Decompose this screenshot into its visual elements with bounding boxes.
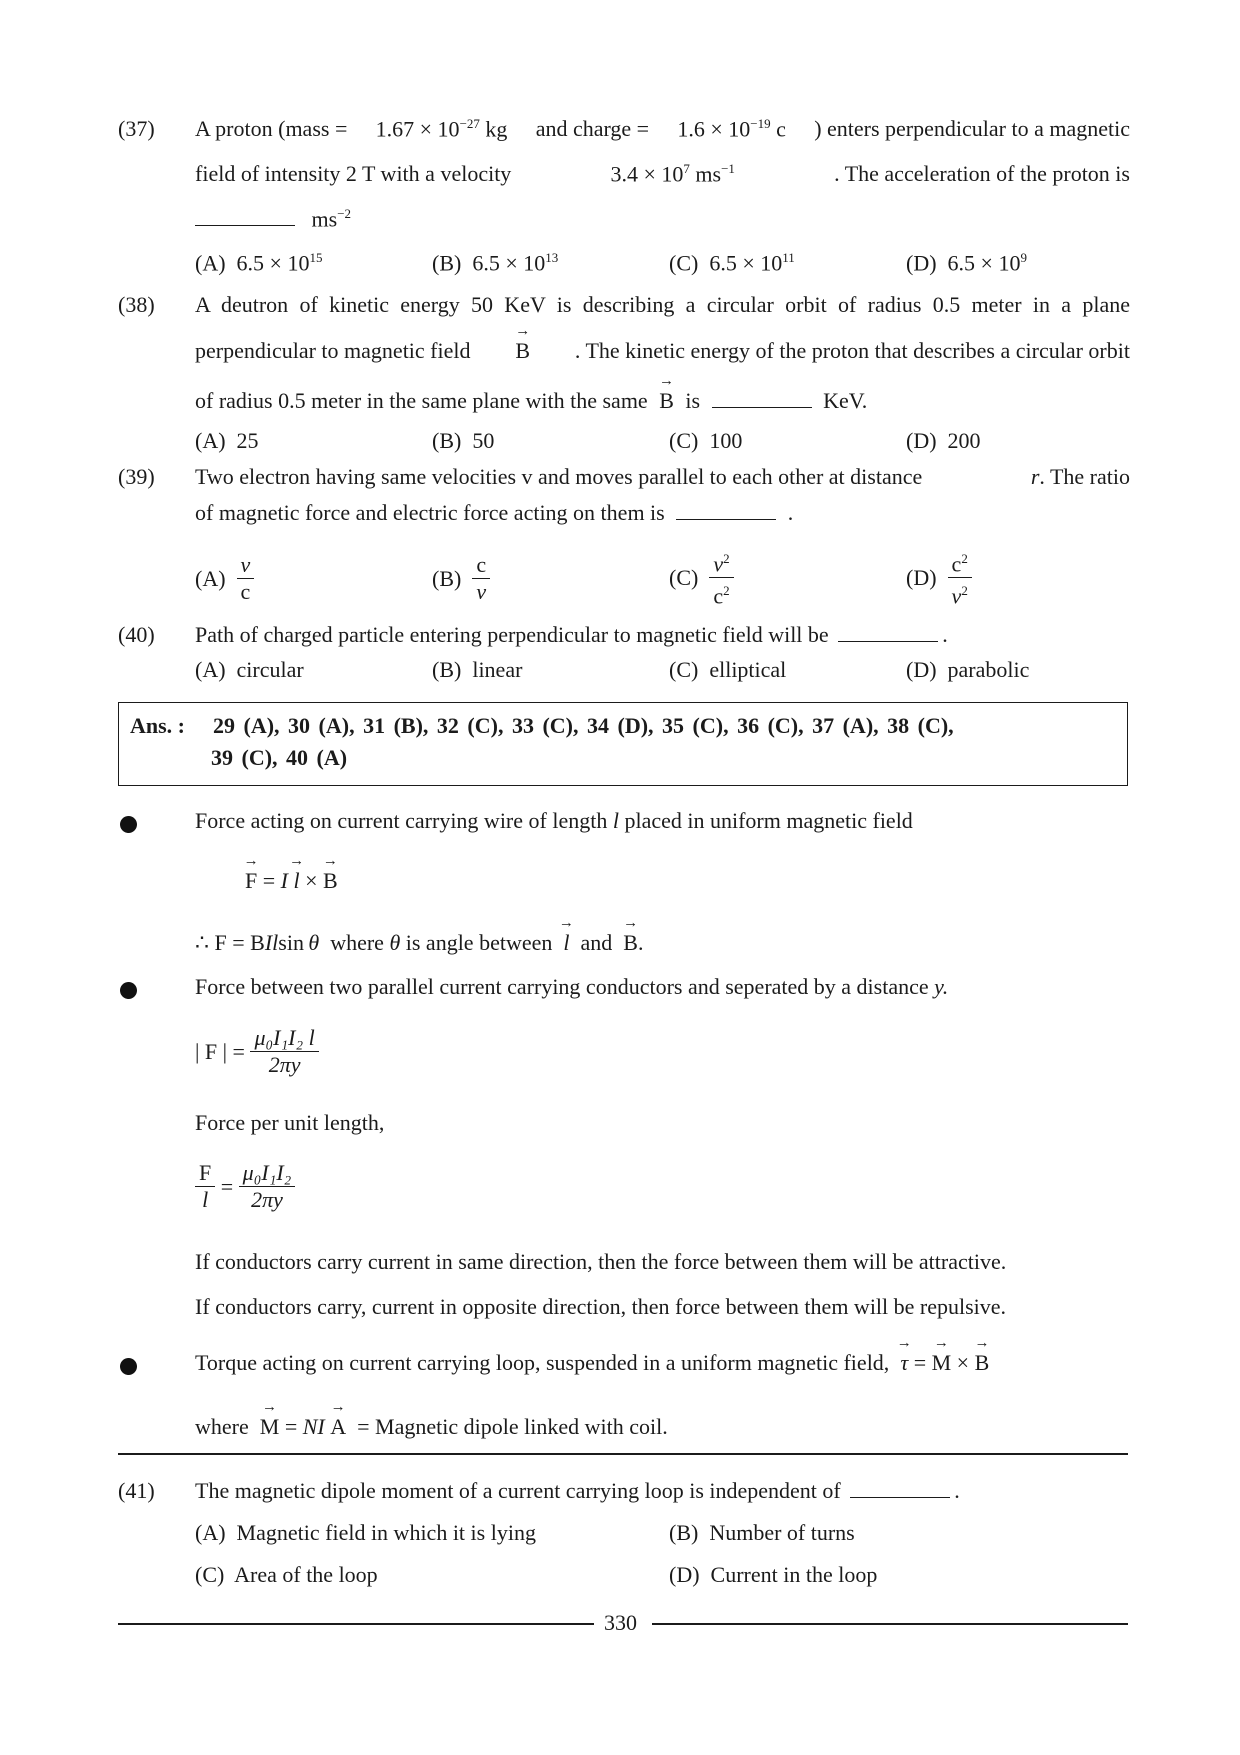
option-d[interactable]: (D) $6.5 \times 10^9$ [906, 250, 1027, 276]
option-b[interactable]: (B) 50 [432, 428, 495, 453]
option-a[interactable]: (A) Magnetic field in which it is lying [195, 1520, 536, 1545]
option-b[interactable]: (B) $6.5 \times 10^{13}$ [432, 250, 559, 276]
blank [676, 518, 776, 520]
question-text-line [195, 338, 1130, 364]
option-c[interactable]: (C) Area of the loop [195, 1562, 378, 1587]
note-text: Torque acting on current carrying loop, suspended in a uniform magnetic field, → τ = → M × → B [195, 1350, 989, 1376]
question-number: (41) [118, 1478, 155, 1503]
text: perpendicular to magnetic field [195, 338, 471, 363]
text: . The acceleration of the proton is [834, 161, 1130, 186]
option-c[interactable]: (C) $6.5 \times 10^{11}$ [669, 250, 795, 276]
question-text-line: The magnetic dipole moment of a current carrying loop is independent of . [195, 1478, 960, 1503]
bullet-icon [120, 982, 137, 999]
option-a[interactable]: (A) $6.5 \times 10^{15}$ [195, 250, 323, 276]
blank [195, 224, 295, 226]
question-text-line [195, 116, 1130, 142]
text: ) enters perpendicular to a magnetic [814, 116, 1130, 141]
note-text: where → M = NI → A = Magnetic dipole linked with coil. [195, 1414, 668, 1440]
formula-force-per-length: $\frac{F}{l}$ = $\frac{\text{μ₀I₁I₂}}{2\pi y}$ [195, 1160, 295, 1213]
note-text: Force between two parallel current carrying conductors and seperated by a distance y. [195, 974, 949, 999]
option-b[interactable]: (B) linear [432, 657, 523, 682]
question-number: (39) [118, 464, 155, 489]
answer-label: Ans. : [130, 713, 186, 738]
page-number: 330 [604, 1610, 637, 1635]
option-a[interactable]: (A) 25 [195, 428, 259, 453]
formula-force-wire: → F = I → l × → B [245, 868, 338, 894]
option-c[interactable]: (C) $\frac{v^2}{c^2}$ [669, 546, 734, 610]
answer-key-box [118, 702, 1128, 786]
option-d[interactable]: (D) parabolic [906, 657, 1030, 682]
blank [838, 640, 938, 642]
answer-blank-line: $ms^{-2}$ [195, 206, 351, 232]
footer-rule-left [118, 1623, 594, 1625]
formula: $1.67 \times 10^{-27}$ kg [375, 116, 508, 142]
formula-force-magnitude: ∴ F = BIlsin θ where θ is angle between → l and → B. [195, 930, 643, 956]
answer-line: 29 (A), 30 (A), 31 (B), 32 (C), 33 (C), 34 (D), 35 (C), 36 (C), 37 (A), 38 (C), [213, 713, 954, 738]
option-c[interactable]: (C) 100 [669, 428, 743, 453]
question-text-line: A deutron of kinetic energy 50 KeV is describing a circular orbit of radius 0.5 meter in a plane [195, 292, 1130, 317]
question-number: (38) [118, 292, 155, 317]
bullet-icon [120, 816, 137, 833]
question-number: (40) [118, 622, 155, 647]
question-number: (37) [118, 116, 155, 141]
text: A proton (mass = [195, 116, 348, 141]
question-text-line: Two electron having same velocities v and moves parallel to each other at distance r. The ratio [195, 464, 1130, 489]
text: and charge = [535, 116, 650, 141]
question-text-line: Path of charged particle entering perpendicular to magnetic field will be . [195, 622, 948, 647]
question-text-line: of magnetic force and electric force acting on them is . [195, 500, 794, 525]
text: . The kinetic energy of the proton that describes a circular orbit [574, 338, 1130, 363]
note-text: If conductors carry, current in opposite direction, then force between them will be repulsive. [195, 1294, 1007, 1319]
option-b[interactable]: (B) $\frac{c}{v}$ [432, 552, 490, 605]
section-divider [118, 1453, 1128, 1455]
option-a[interactable]: (A) $\frac{v}{c}$ [195, 552, 254, 605]
text: field of intensity 2 T with a velocity [195, 161, 512, 186]
vector-b: → B [659, 388, 674, 414]
option-d[interactable]: (D) 200 [906, 428, 981, 453]
answer-line: 39 (C), 40 (A) [211, 745, 348, 770]
bullet-icon [120, 1358, 137, 1375]
option-a[interactable]: (A) circular [195, 657, 304, 682]
option-d[interactable]: (D) $\frac{c^2}{v^2}$ [906, 546, 972, 610]
question-text-line [195, 161, 1130, 187]
formula: $3.4 \times 10^7$ $ms^{-1}$ [610, 161, 735, 187]
blank [712, 406, 812, 408]
unit: ms [311, 206, 338, 232]
vector-b: → B [515, 338, 530, 364]
option-b[interactable]: (B) Number of turns [669, 1520, 855, 1545]
footer-rule-right [652, 1623, 1128, 1625]
option-c[interactable]: (C) elliptical [669, 657, 787, 682]
note-text: Force acting on current carrying wire of length l placed in uniform magnetic field [195, 808, 913, 833]
formula-parallel-force: | F | = $\frac{\text{μ₀I₁I₂ l}}{2\pi y}$ [195, 1025, 319, 1078]
note-text: Force per unit length, [195, 1110, 385, 1135]
formula: $1.6 \times 10^{-19}$ c [677, 116, 786, 142]
question-text-line: of radius 0.5 meter in the same plane with the same → B is KeV. [195, 388, 867, 414]
option-d[interactable]: (D) Current in the loop [669, 1562, 878, 1587]
blank [850, 1496, 950, 1498]
note-text: If conductors carry current in same direction, then the force between them will be attractive. [195, 1249, 1007, 1274]
